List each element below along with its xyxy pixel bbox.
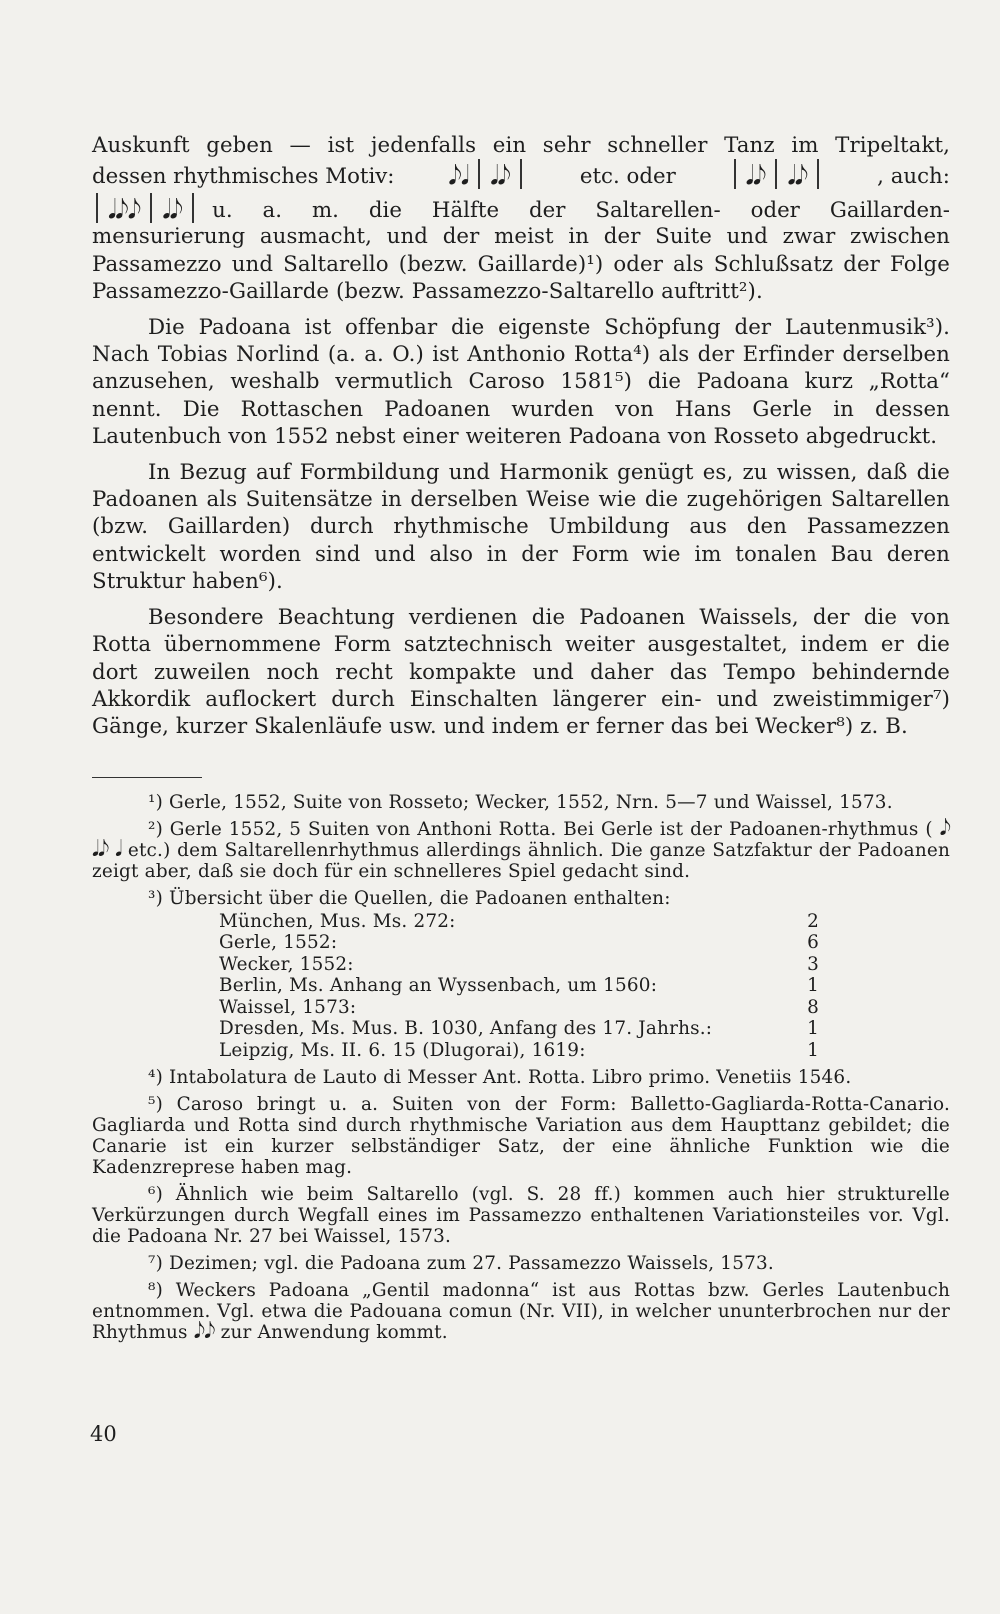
source-count: 3 xyxy=(807,953,819,975)
source-row xyxy=(219,1018,819,1040)
note-rhythm-icon: 𝅘𝅥𝅮𝅘𝅥𝅮 xyxy=(193,1319,215,1345)
footnote-2-text-a: ²) Gerle 1552, 5 Suiten von Anthoni Rotta. Bei Gerle ist der Padoanen-rhythmus ( xyxy=(148,818,933,840)
source-count: 2 xyxy=(807,910,819,932)
rhythm-line-2-text: u. a. m. die Hälfte der Saltarellen- oder Gaillarden- xyxy=(212,198,950,224)
rhythm-motifs-1 xyxy=(448,159,526,192)
source-name: München, Mus. Ms. 272: xyxy=(219,910,456,932)
note-rhythm-icon: 𝅘𝅥𝅮 𝅘𝅥𝅘𝅥𝅮 𝅘𝅥 xyxy=(92,815,951,862)
footnote-3: ³) Übersicht über die Quellen, die Padoanen enthalten: xyxy=(148,887,671,909)
footnote-8-text-b: zur Anwendung kommt. xyxy=(220,1322,448,1344)
sources-table-body xyxy=(219,911,819,1062)
source-row xyxy=(219,932,819,954)
barline-icon xyxy=(775,159,777,189)
main-text xyxy=(92,132,950,741)
sources-table xyxy=(219,911,819,1062)
footnote-4: ⁴) Intabolatura de Lauto di Messer Ant. Rotta. Libro primo. Venetiis 1546. xyxy=(148,1067,852,1089)
source-row xyxy=(219,997,819,1019)
barline-icon xyxy=(520,159,522,189)
footnote-2 xyxy=(92,815,951,882)
source-row xyxy=(219,1040,819,1062)
source-row xyxy=(219,954,819,976)
note-motif-icon: 𝅘𝅥𝅘𝅥𝅮 xyxy=(162,195,183,226)
source-name: Berlin, Ms. Anhang an Wyssenbach, um 1560: xyxy=(219,975,658,997)
barline-icon xyxy=(734,159,736,189)
footnote-6: ⁶) Ähnlich wie beim Saltarello (vgl. S. 28 ff.) kommen auch hier strukturelle Verkürzungen durch Wegfall eines im Passamezzo enthaltenen Variationsteiles vor. Vgl. die Padoana Nr. 27 bei Waissel, 1573. xyxy=(92,1184,950,1248)
paragraph-3: In Bezug auf Formbildung und Harmonik genügt es, zu wissen, daß die Padoanen als Suitensätze in derselben Weise wie die zugehörigen Saltarellen (bzw. Gaillarden) durch rhythmische Umbildung aus den Passamezzen entwickelt worden sind und also in der Form wie im tonalen Bau deren Struktur haben⁶). xyxy=(92,459,950,595)
source-name: Waissel, 1573: xyxy=(219,996,357,1018)
barline-icon xyxy=(478,159,480,189)
source-count: 1 xyxy=(807,975,819,997)
footnote-8 xyxy=(92,1280,950,1343)
source-count: 8 xyxy=(807,996,819,1018)
barline-icon xyxy=(96,193,98,223)
source-name: Wecker, 1552: xyxy=(219,953,354,975)
footnote-divider xyxy=(92,777,202,778)
paragraph-1-rest: mensurierung ausmacht, und der meist in der Suite und zwar zwischen Passamezzo und Saltarello (bezw. Gaillarde)¹) oder als Schlußsatz der Folge Passamezzo-Gaillarde (bezw. Passamezzo-Saltarello auftritt²). xyxy=(92,224,950,305)
footnote-8-text-a: ⁸) Weckers Padoana „Gentil madonna“ ist aus Rottas bzw. Gerles Lautenbuch entnommen. Vgl. etwa die Padouana comun (Nr. VII), in welcher ununterbrochen nur der Rhythmus xyxy=(92,1280,950,1344)
paragraph-1-line-1: Auskunft geben — ist jedenfalls ein sehr schneller Tanz im Tripeltakt, xyxy=(92,133,950,158)
paragraph-2: Die Padoana ist offenbar die eigenste Schöpfung der Lautenmusik³). Nach Tobias Norlind (a. a. O.) ist Anthonio Rotta⁴) als der Erfinder derselben anzusehen, weshalb vermutlich Caroso 1581⁵) die Padoana kurz „Rotta“ nennt. Die Rottaschen Padoanen wurden von Hans Gerle in dessen Lautenbuch von 1552 nebst einer weiteren Padoana von Rosseto abgedruckt. xyxy=(92,314,950,450)
page-number: 40 xyxy=(90,1422,117,1446)
source-name: Leipzig, Ms. II. 6. 15 (Dlugorai), 1619: xyxy=(219,1039,586,1061)
rhythm-suffix: , auch: xyxy=(877,164,950,190)
rhythm-motif-line-2 xyxy=(92,193,950,226)
paragraph-4: Besondere Beachtung verdienen die Padoanen Waissels, der die von Rotta übernommene Form satztechnisch weiter ausgestaltet, indem er die dort zuweilen noch recht kompakte und daher das Tempo behindernde Akkordik auflockert durch Einschalten längerer ein- und zweistimmiger⁷) Gänge, kurzer Skalenläufe usw. und indem er ferner das bei Wecker⁸) z. B. xyxy=(92,604,950,740)
source-row xyxy=(219,975,819,997)
footnote-2-text-b: etc.) dem Saltarellenrhythmus allerdings ähnlich. Die ganze Satzfaktur der Padoanen zeigt aber, daß sie doch für ein schnelleres Spiel gedacht sind. xyxy=(92,839,950,882)
source-count: 1 xyxy=(807,1039,819,1061)
source-name: Dresden, Ms. Mus. B. 1030, Anfang des 17. Jahrhs.: xyxy=(219,1018,713,1040)
note-motif-icon: 𝅘𝅥𝅘𝅥𝅮𝅘𝅥𝅮 xyxy=(108,195,141,226)
source-count: 6 xyxy=(807,932,819,954)
rhythm-motifs-3 xyxy=(92,193,198,226)
barline-icon xyxy=(817,159,819,189)
source-count: 1 xyxy=(807,1018,819,1040)
barline-icon xyxy=(192,193,194,223)
rhythm-etc: etc. oder xyxy=(579,164,676,190)
rhythm-motifs-2 xyxy=(730,159,824,192)
note-motif-icon: 𝅘𝅥𝅘𝅥𝅮 xyxy=(490,161,510,192)
rhythm-motif-line-1 xyxy=(92,159,950,192)
note-motif-icon: 𝅘𝅥𝅘𝅥𝅮 xyxy=(787,161,808,192)
footnote-5: ⁵) Caroso bringt u. a. Suiten von der Form: Balletto-Gagliarda-Rotta-Canario. Gagliarda und Rotta sind durch rhythmische Variation aus dem Haupttanz gebildet; die Canarie ist ein kurzer selbständiger Satz, der eine ähnliche Funktion wie die Kadenzreprese haben mag. xyxy=(92,1094,950,1179)
note-motif-icon: 𝅘𝅥𝅘𝅥𝅮 xyxy=(745,161,766,192)
note-motif-icon: 𝅘𝅥𝅮𝅘𝅥 xyxy=(448,161,469,192)
footnote-7: ⁷) Dezimen; vgl. die Padoana zum 27. Passamezzo Waissels, 1573. xyxy=(148,1253,774,1275)
page-content xyxy=(92,132,950,1349)
source-row xyxy=(219,911,819,933)
source-name: Gerle, 1552: xyxy=(219,932,338,954)
rhythm-prefix: dessen rhythmisches Motiv: xyxy=(92,164,395,190)
footnotes xyxy=(92,792,950,1344)
barline-icon xyxy=(150,193,152,223)
footnote-1: ¹) Gerle, 1552, Suite von Rosseto; Wecker, 1552, Nrn. 5—7 und Waissel, 1573. xyxy=(148,791,893,813)
